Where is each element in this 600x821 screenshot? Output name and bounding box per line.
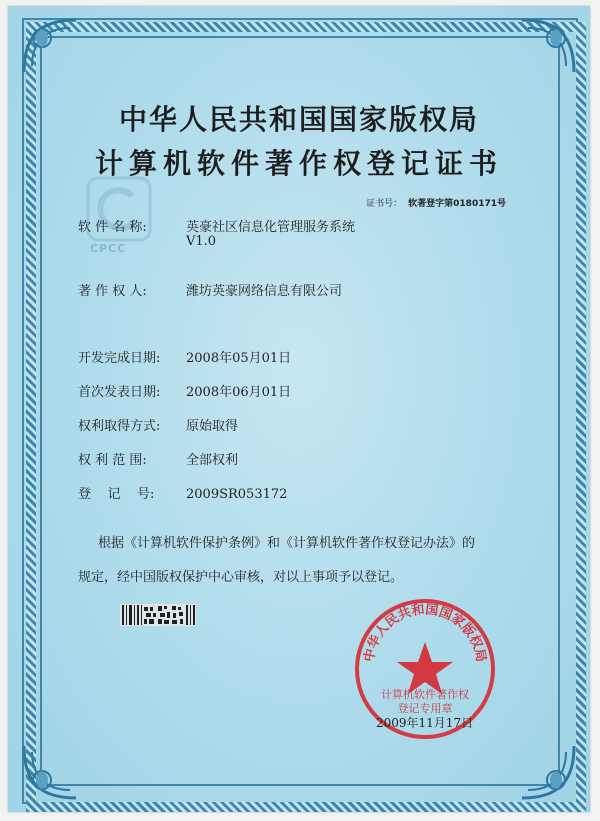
barcode-icon [120, 602, 196, 628]
field-value: 英豪社区信息化管理服务系统 [186, 220, 356, 235]
statement-line-2: 规定，经中国版权保护中心审核，对以上事项予以登记。 [78, 570, 404, 585]
field-label: 著 作 权 人: [78, 284, 147, 299]
issuer-title: 中华人民共和国国家版权局 [118, 103, 479, 136]
field-value: 原始取得 [186, 419, 239, 434]
corner-ornament-icon [20, 16, 80, 76]
field-value: 潍坊英豪网络信息有限公司 [186, 284, 343, 299]
watermark-text: CPCC [90, 242, 127, 255]
corner-ornament-icon [20, 742, 80, 802]
field-software-name [78, 216, 355, 235]
certificate [8, 6, 590, 812]
field-acquisition-method [78, 415, 238, 434]
field-value: 2008年05月01日 [186, 351, 292, 366]
certificate-title: 计算机软件著作权登记证书 [94, 147, 503, 180]
field-label: 权 利 范 围: [78, 453, 147, 468]
field-label: 开发完成日期: [78, 351, 161, 366]
field-dev-complete-date [78, 347, 291, 366]
software-version: V1.0 [186, 234, 217, 249]
statement-line-1: 根据《计算机软件保护条例》和《计算机软件著作权登记办法》的 [98, 536, 476, 551]
certificate-number-value: 软著登字第0180171号 [408, 199, 506, 209]
field-first-publish-date [78, 381, 291, 400]
certificate-number [366, 196, 506, 209]
field-rights-scope [78, 449, 238, 468]
field-label: 权利取得方式: [78, 419, 161, 434]
certificate-number-label: 证书号： [366, 199, 403, 209]
issue-date: 2009年11月17日 [376, 716, 474, 730]
corner-ornament-icon [518, 742, 578, 802]
field-copyright-owner [78, 280, 342, 299]
field-registration-number [78, 483, 287, 502]
field-label: 登 记 号: [78, 487, 155, 502]
field-value: 2008年06月01日 [186, 385, 292, 400]
field-value: 2009SR053172 [186, 487, 288, 502]
seal-ring-text: 中华人民共和国国家版权局 [361, 602, 489, 664]
field-value: 全部权利 [186, 453, 239, 468]
field-label: 首次发表日期: [78, 385, 161, 400]
seal-center-line-2: 登记专用章 [397, 702, 453, 715]
field-label: 软 件 名 称: [78, 220, 147, 235]
corner-ornament-icon [518, 16, 578, 76]
seal-center-line-1: 计算机软件著作权 [381, 688, 469, 701]
